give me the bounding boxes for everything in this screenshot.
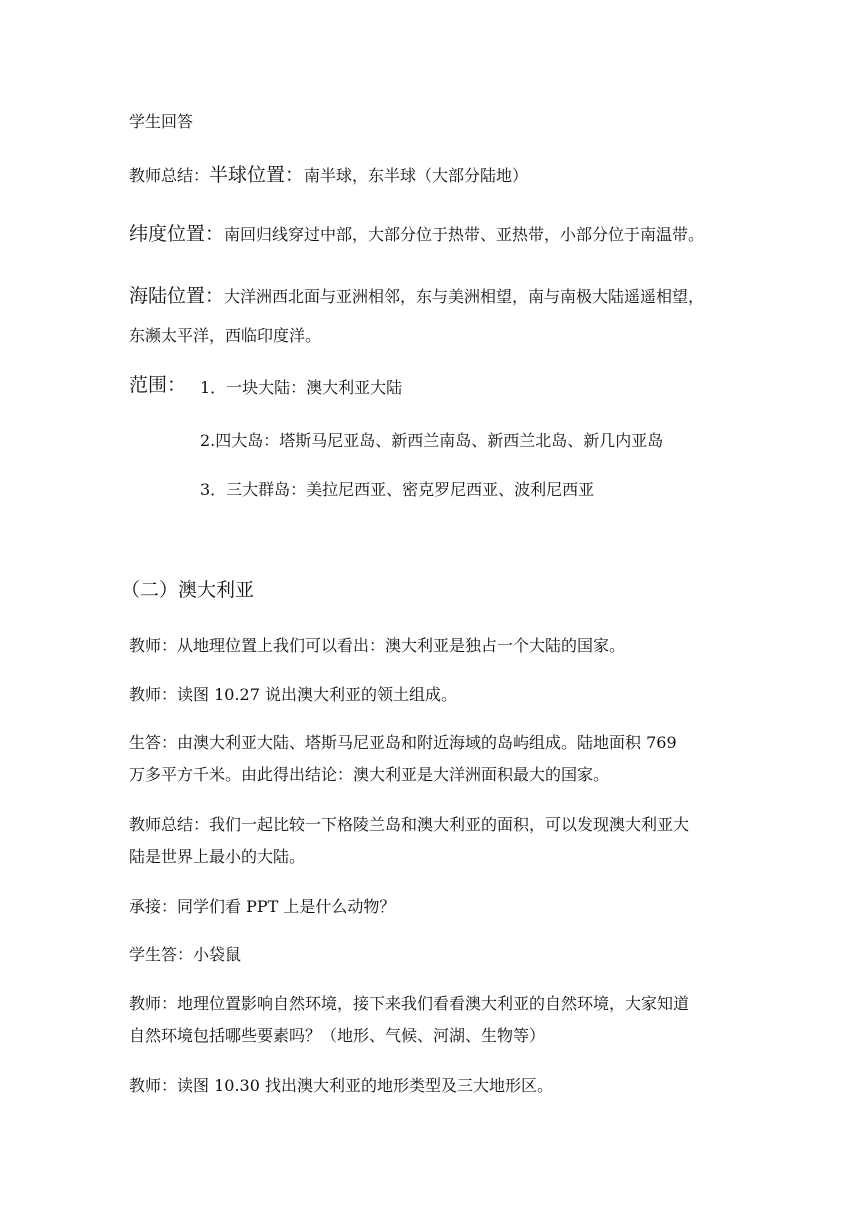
hemisphere-position-label: 半球位置： xyxy=(209,164,305,186)
paragraph-transition: 承接：同学们看 PPT 上是什么动物？ xyxy=(129,897,396,916)
paragraph-teacher-3-line2: 自然环境包括哪些要素吗？（地形、气候、河湖、生物等） xyxy=(129,1026,546,1045)
scope-item-3: 3．三大群岛：美拉尼西亚、密克罗尼西亚、波利尼西亚 xyxy=(200,480,595,499)
paragraph-summary-line2: 陆是世界上最小的大陆。 xyxy=(129,847,306,866)
paragraph-teacher-2: 教师：读图 10.27 说出澳大利亚的领土组成。 xyxy=(129,685,457,704)
paragraph-land-sea xyxy=(129,286,704,307)
section-heading: （二）澳大利亚 xyxy=(121,579,255,601)
paragraph-latitude xyxy=(129,224,704,245)
paragraph-teacher-4: 教师：读图 10.30 找出澳大利亚的地形类型及三大地形区。 xyxy=(129,1076,553,1095)
paragraph-student-answer: 学生回答 xyxy=(129,112,194,131)
paragraph-summary-line1: 教师总结：我们一起比较一下格陵兰岛和澳大利亚的面积，可以发现澳大利亚大 xyxy=(129,815,690,834)
paragraph-teacher-1: 教师：从地理位置上我们可以看出：澳大利亚是独占一个大陆的国家。 xyxy=(129,636,626,655)
hemisphere-position-text: 南半球，东半球（大部分陆地） xyxy=(304,166,529,185)
land-sea-position-text: 大洋洲西北面与亚洲相邻，东与美洲相望，南与南极大陆遥遥相望， xyxy=(224,287,705,306)
scope-label: 范围： xyxy=(129,374,187,396)
latitude-position-label: 纬度位置： xyxy=(129,223,225,245)
paragraph-land-sea-line2: 东濒太平洋，西临印度洋。 xyxy=(129,326,322,345)
land-sea-position-label: 海陆位置： xyxy=(129,285,225,307)
latitude-position-text: 南回归线穿过中部，大部分位于热带、亚热带，小部分位于南温带。 xyxy=(224,225,705,244)
paragraph-student-answer-line2: 万多平方千米。由此得出结论：澳大利亚是大洋洲面积最大的国家。 xyxy=(129,765,610,784)
paragraph-teacher-3-line1: 教师：地理位置影响自然环境，接下来我们看看澳大利亚的自然环境，大家知道 xyxy=(129,994,690,1013)
paragraph-hemisphere xyxy=(129,165,528,186)
paragraph-student-answer-line1: 生答：由澳大利亚大陆、塔斯马尼亚岛和附近海域的岛屿组成。陆地面积 769 xyxy=(129,733,677,752)
paragraph-student-kangaroo: 学生答：小袋鼠 xyxy=(129,945,242,964)
scope-item-1: 1．一块大陆：澳大利亚大陆 xyxy=(200,378,403,397)
teacher-summary-label: 教师总结： xyxy=(129,166,210,185)
scope-item-2: 2.四大岛：塔斯马尼亚岛、新西兰南岛、新西兰北岛、新几内亚岛 xyxy=(200,431,664,450)
